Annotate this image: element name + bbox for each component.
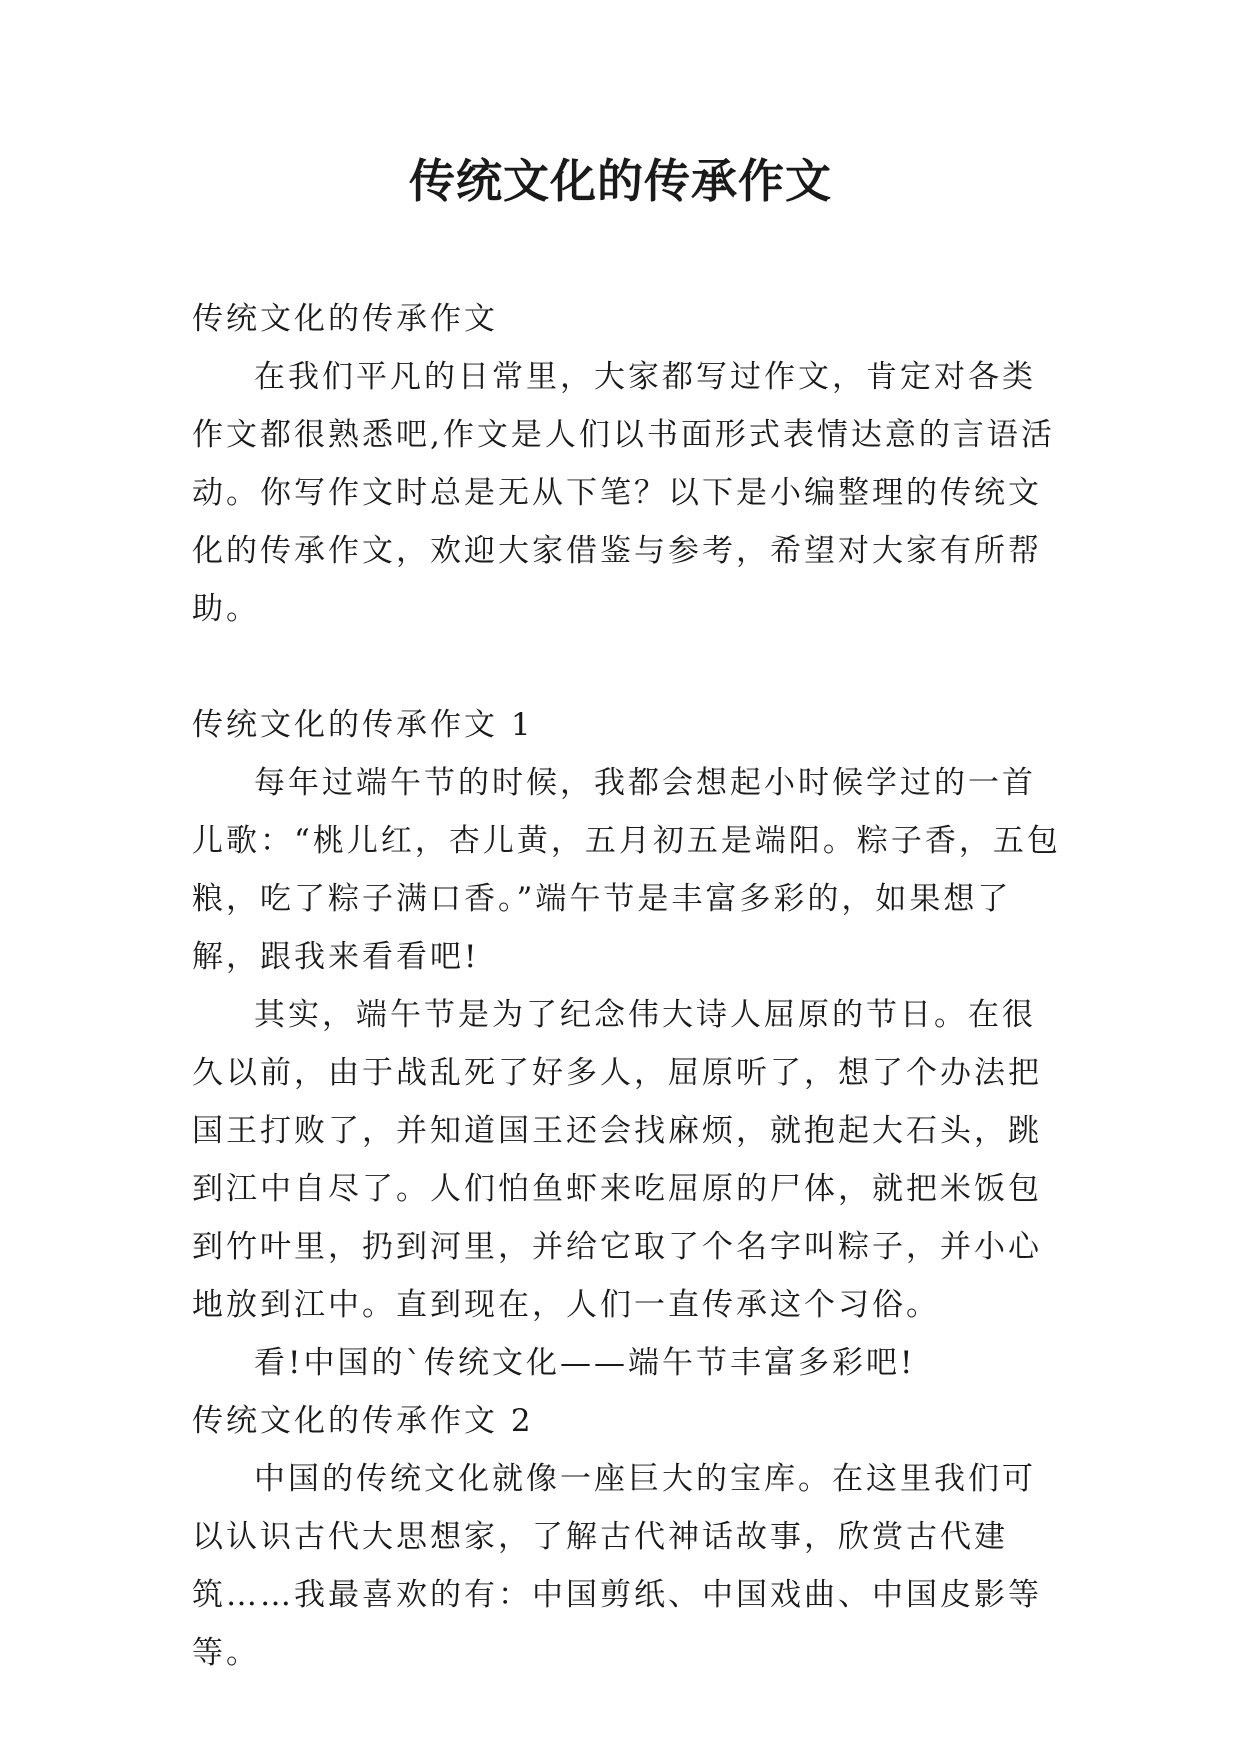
page-title: 传统文化的传承作文 <box>409 154 832 208</box>
essay-2-heading: 传统文化的传承作文 2 <box>192 1403 534 1439</box>
section-spacer <box>192 638 1062 696</box>
document-body <box>192 290 1062 1682</box>
essay-1-paragraph-1: 每年过端午节的时候，我都会想起小时候学过的一首儿歌：“桃儿红，杏儿黄，五月初五是端阳。粽子香，五包粮，吃了粽子满口香。”端午节是丰富多彩的，如果想了解，跟我来看看吧! <box>192 765 1061 975</box>
intro-paragraph: 在我们平凡的日常里，大家都写过作文，肯定对各类作文都很熟悉吧,作文是人们以书面形式表情达意的言语活动。你写作文时总是无从下笔？以下是小编整理的传统文化的传承作文，欢迎大家借鉴与参考，希望对大家有所帮助。 <box>192 359 1055 627</box>
essay-1-paragraph-2: 其实，端午节是为了纪念伟大诗人屈原的节日。在很久以前，由于战乱死了好多人，屈原听了，想了个办法把国王打败了，并知道国王还会找麻烦，就抱起大石头，跳到江中自尽了。人们怕鱼虾来吃屈原的尸体，就把米饭包到竹叶里，扔到河里，并给它取了个名字叫粽子，并小心地放到江中。直到现在，人们一直传承这个习俗。 <box>192 997 1042 1323</box>
essay-2-paragraph-1: 中国的传统文化就像一座巨大的宝库。在这里我们可以认识古代大思想家，了解古代神话故事，欣赏古代建筑……我最喜欢的有：中国剪纸、中国戏曲、中国皮影等等。 <box>192 1461 1042 1671</box>
essay-1-paragraph-3: 看!中国的`传统文化——端午节丰富多彩吧! <box>254 1345 916 1381</box>
essay-1-heading: 传统文化的传承作文 1 <box>192 707 534 743</box>
intro-heading: 传统文化的传承作文 <box>192 301 498 337</box>
